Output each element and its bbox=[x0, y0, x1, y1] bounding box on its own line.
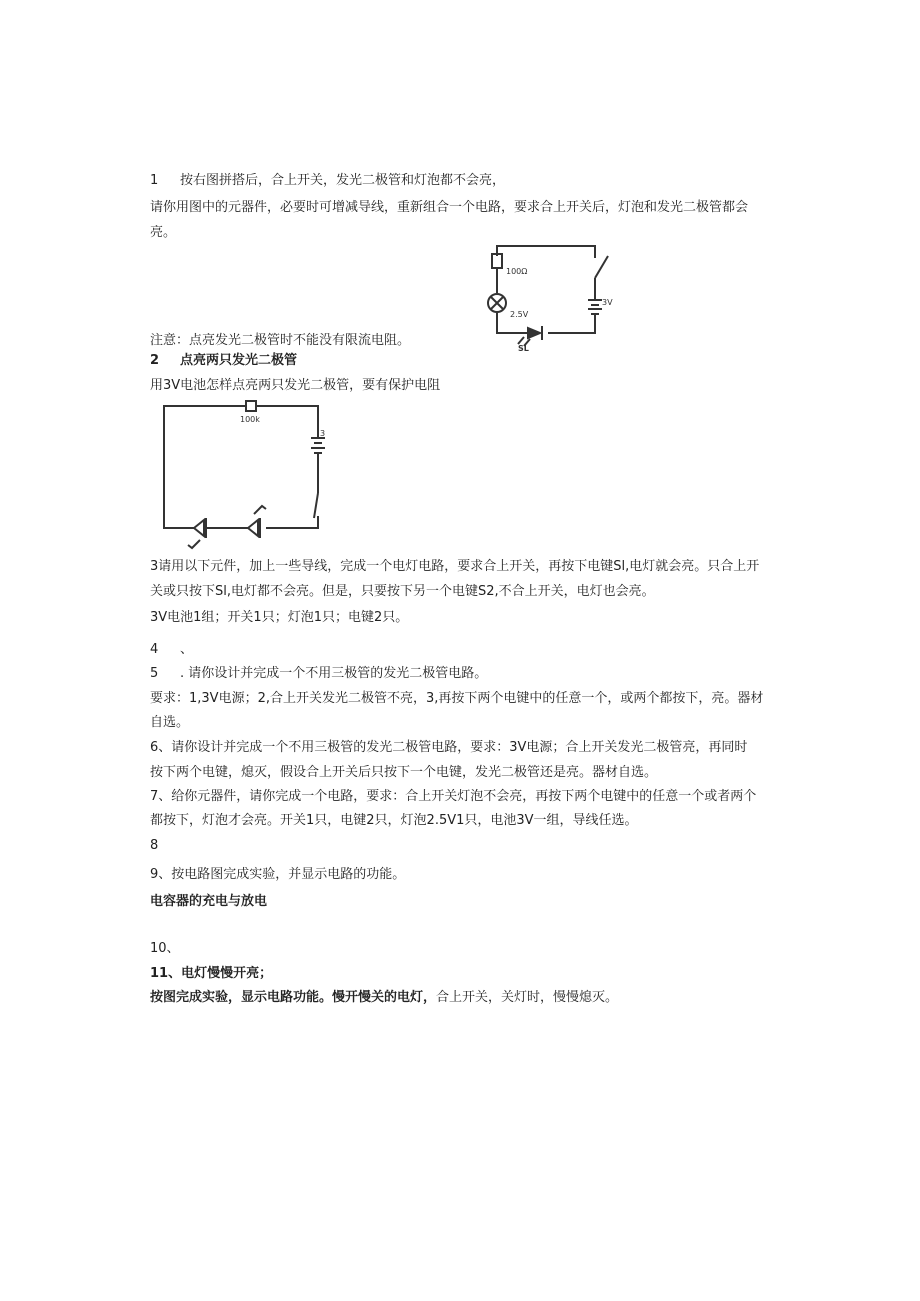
q6-line2: 按下两个电键，熄灭，假设合上开关后只按下一个电键，发光二极管还是亮。器材自选。 bbox=[150, 765, 658, 780]
fig1-resistor-label: 100Ω bbox=[506, 267, 528, 276]
q3-line1: 3请用以下元件，加上一些导线，完成一个电灯电路，要求合上开关，再按下电键Sl,电灯就会亮。只合上开 bbox=[150, 559, 760, 574]
q5-line1 bbox=[150, 665, 487, 683]
q5-text: . 请你设计并完成一个不用三极管的发光二极管电路。 bbox=[180, 666, 488, 681]
q3-line2: 关或只按下Sl,电灯都不会亮。但是，只要按下另一个电键S2,不合上开关，电灯也会亮。 bbox=[150, 584, 655, 599]
fig1-bulb-label: 2.5V bbox=[510, 310, 529, 319]
fig2-battery-label: 3 bbox=[320, 429, 326, 438]
q11-body bbox=[150, 989, 618, 1007]
q2-title: 点亮两只发光二极管 bbox=[180, 353, 298, 368]
q5-line2: 要求：1,3V电源；2,合上开关发光二极管不亮，3,再按下两个电键中的任意一个，或两个都按下，亮。器材 bbox=[150, 691, 764, 706]
q11-normal-part: 合上开关，关灯时，慢慢熄灭。 bbox=[436, 990, 619, 1005]
q5-number: 5 bbox=[150, 666, 159, 681]
q5-line3: 自选。 bbox=[150, 715, 190, 730]
q4-text: 、 bbox=[180, 642, 194, 657]
fig1-battery-label: 3V bbox=[602, 298, 613, 307]
q4-line bbox=[150, 641, 193, 659]
q6-line1: 6、请你设计并完成一个不用三极管的发光二极管电路，要求：3V电源；合上开关发光二极管亮，再同时 bbox=[150, 740, 748, 755]
q9-title: 电容器的充电与放电 bbox=[150, 894, 268, 909]
q10-text: 10、 bbox=[150, 941, 180, 956]
q7-line1: 7、给你元器件，请你完成一个电路，要求：合上开关灯泡不会亮，再按下两个电键中的任意一个或者两个 bbox=[150, 789, 757, 804]
q8-text: 8 bbox=[150, 838, 159, 853]
q11-bold-part: 按图完成实验，显示电路功能。慢开慢关的电灯， bbox=[150, 990, 437, 1005]
q1-number: 1 bbox=[150, 173, 159, 188]
fig1-led-label: SL bbox=[518, 344, 529, 353]
q1-note: 注意：点亮发光二极管时不能没有限流电阻。 bbox=[150, 333, 411, 348]
q2-number: 2 bbox=[150, 353, 160, 368]
fig2-resistor-label: 100k bbox=[240, 415, 260, 424]
circuit-diagram-1 bbox=[480, 238, 620, 353]
q7-line2: 都按下，灯泡才会亮。开关1只，电键2只，灯泡2.5V1只，电池3V一组，导线任选。 bbox=[150, 813, 638, 828]
q2-text: 用3V电池怎样点亮两只发光二极管，要有保护电阻 bbox=[150, 378, 441, 393]
q4-number: 4 bbox=[150, 642, 159, 657]
q9-text: 9、按电路图完成实验，并显示电路的功能。 bbox=[150, 867, 406, 882]
q1-text: 按右图拼搭后，合上开关，发光二极管和灯泡都不会亮， bbox=[180, 173, 506, 188]
q1-line2: 请你用图中的元器件，必要时可增减导线，重新组合一个电路，要求合上开关后，灯泡和发光二极管都会 bbox=[150, 200, 749, 215]
q1-line3: 亮。 bbox=[150, 225, 177, 240]
q2-title-line bbox=[150, 352, 297, 370]
q3-line3: 3V电池1组；开关1只；灯泡1只；电键2只。 bbox=[150, 610, 409, 625]
circuit-diagram-2 bbox=[158, 398, 330, 558]
q11-title: 11、电灯慢慢开亮； bbox=[150, 966, 273, 981]
q1-line1 bbox=[150, 172, 505, 190]
